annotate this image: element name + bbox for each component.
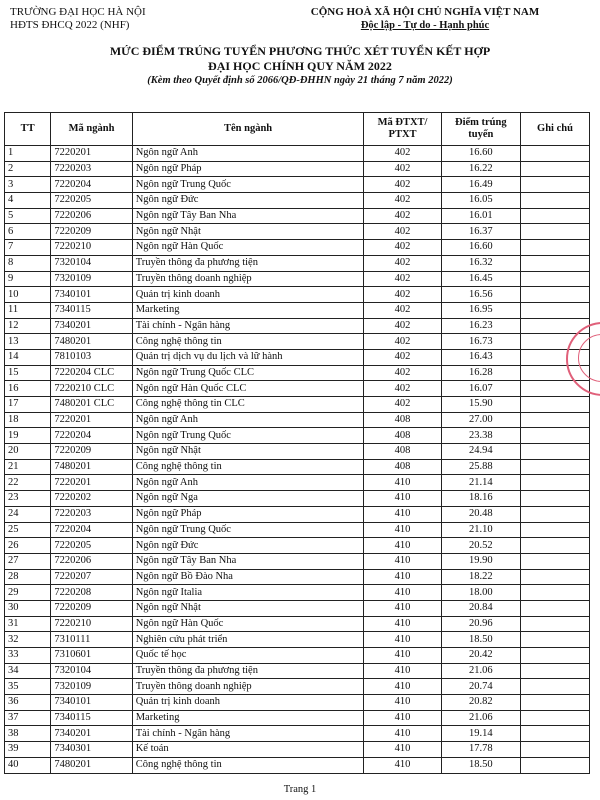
cell-ptxt: 402 — [364, 334, 441, 350]
table-row — [5, 522, 590, 538]
table-row — [5, 287, 590, 303]
cell-ma-nganh: 7220202 — [51, 491, 132, 507]
national-motto: Độc lập - Tự do - Hạnh phúc — [360, 20, 490, 31]
cell-ghi-chu — [520, 648, 589, 664]
cell-tt: 5 — [5, 208, 51, 224]
cell-tt: 22 — [5, 475, 51, 491]
table-header-row — [5, 113, 590, 146]
issuer-header — [10, 6, 146, 32]
cell-tt: 9 — [5, 271, 51, 287]
cell-ptxt: 408 — [364, 412, 441, 428]
cell-diem: 20.74 — [441, 679, 520, 695]
cell-ten-nganh: Ngôn ngữ Hàn Quốc — [132, 240, 364, 256]
cell-ghi-chu — [520, 208, 589, 224]
cell-tt: 36 — [5, 695, 51, 711]
cell-ghi-chu — [520, 161, 589, 177]
cell-diem: 16.43 — [441, 349, 520, 365]
cell-ptxt: 410 — [364, 569, 441, 585]
cell-tt: 4 — [5, 193, 51, 209]
cell-ma-nganh: 7220210 — [51, 240, 132, 256]
cell-tt: 2 — [5, 161, 51, 177]
table-row — [5, 538, 590, 554]
cell-ma-nganh: 7310601 — [51, 648, 132, 664]
cell-ma-nganh: 7310111 — [51, 632, 132, 648]
cell-ten-nganh: Truyền thông đa phương tiện — [132, 255, 364, 271]
cell-ghi-chu — [520, 444, 589, 460]
cell-tt: 15 — [5, 365, 51, 381]
cell-tt: 35 — [5, 679, 51, 695]
cell-diem: 21.06 — [441, 710, 520, 726]
cell-diem: 16.28 — [441, 365, 520, 381]
cell-ma-nganh: 7220210 CLC — [51, 381, 132, 397]
cell-diem: 21.06 — [441, 663, 520, 679]
cell-ma-nganh: 7220204 — [51, 428, 132, 444]
table-row — [5, 240, 590, 256]
cell-diem: 20.52 — [441, 538, 520, 554]
cell-ptxt: 402 — [364, 397, 441, 413]
cell-ghi-chu — [520, 271, 589, 287]
table-row — [5, 412, 590, 428]
cell-ten-nganh: Ngôn ngữ Hàn Quốc CLC — [132, 381, 364, 397]
cell-ma-nganh: 7220209 — [51, 600, 132, 616]
table-row — [5, 193, 590, 209]
cell-ptxt: 408 — [364, 428, 441, 444]
cell-ten-nganh: Ngôn ngữ Nhật — [132, 224, 364, 240]
cell-tt: 16 — [5, 381, 51, 397]
table-row — [5, 334, 590, 350]
table-row — [5, 271, 590, 287]
cell-ghi-chu — [520, 506, 589, 522]
cell-diem: 24.94 — [441, 444, 520, 460]
table-row — [5, 616, 590, 632]
cell-ptxt: 410 — [364, 679, 441, 695]
cell-ten-nganh: Quản trị dịch vụ du lịch và lữ hành — [132, 349, 364, 365]
cell-ten-nganh: Quốc tế học — [132, 648, 364, 664]
cell-ten-nganh: Ngôn ngữ Tây Ban Nha — [132, 553, 364, 569]
header-ma-nganh: Mã ngành — [51, 113, 132, 146]
cell-ma-nganh: 7220204 — [51, 177, 132, 193]
cell-tt: 23 — [5, 491, 51, 507]
table-row — [5, 695, 590, 711]
cell-ma-nganh: 7220201 — [51, 475, 132, 491]
cell-diem: 20.48 — [441, 506, 520, 522]
cell-tt: 18 — [5, 412, 51, 428]
cell-ghi-chu — [520, 522, 589, 538]
cell-ten-nganh: Ngôn ngữ Pháp — [132, 161, 364, 177]
cell-ma-nganh: 7320104 — [51, 255, 132, 271]
cell-ptxt: 410 — [364, 757, 441, 773]
cell-diem: 20.82 — [441, 695, 520, 711]
cell-ma-nganh: 7220203 — [51, 506, 132, 522]
cell-diem: 21.14 — [441, 475, 520, 491]
cell-ghi-chu — [520, 742, 589, 758]
table-row — [5, 679, 590, 695]
cell-ghi-chu — [520, 459, 589, 475]
cell-ptxt: 402 — [364, 287, 441, 303]
cell-diem: 16.07 — [441, 381, 520, 397]
cell-ptxt: 402 — [364, 146, 441, 162]
cell-diem: 18.50 — [441, 632, 520, 648]
cell-ma-nganh: 7220205 — [51, 193, 132, 209]
cell-ma-nganh: 7220206 — [51, 553, 132, 569]
page-number: Trang 1 — [283, 784, 317, 795]
cell-ghi-chu — [520, 600, 589, 616]
cell-tt: 37 — [5, 710, 51, 726]
cell-ma-nganh: 7220209 — [51, 444, 132, 460]
cell-ten-nganh: Công nghệ thông tin — [132, 334, 364, 350]
cell-diem: 18.50 — [441, 757, 520, 773]
cell-ptxt: 410 — [364, 663, 441, 679]
cell-ten-nganh: Nghiên cứu phát triển — [132, 632, 364, 648]
cell-ptxt: 410 — [364, 522, 441, 538]
cell-tt: 33 — [5, 648, 51, 664]
cell-ma-nganh: 7220203 — [51, 161, 132, 177]
cell-diem: 16.23 — [441, 318, 520, 334]
table-row — [5, 491, 590, 507]
cell-diem: 18.22 — [441, 569, 520, 585]
cell-ten-nganh: Quản trị kinh doanh — [132, 695, 364, 711]
table-row — [5, 224, 590, 240]
cell-ptxt: 402 — [364, 208, 441, 224]
cell-ten-nganh: Kế toán — [132, 742, 364, 758]
cell-ten-nganh: Marketing — [132, 710, 364, 726]
cell-tt: 10 — [5, 287, 51, 303]
cell-diem: 16.45 — [441, 271, 520, 287]
cell-ma-nganh: 7480201 CLC — [51, 397, 132, 413]
cell-ten-nganh: Ngôn ngữ Pháp — [132, 506, 364, 522]
cell-ma-nganh: 7340201 — [51, 726, 132, 742]
cell-tt: 34 — [5, 663, 51, 679]
cell-ptxt: 410 — [364, 491, 441, 507]
table-row — [5, 648, 590, 664]
cell-tt: 21 — [5, 459, 51, 475]
cell-ma-nganh: 7220204 CLC — [51, 365, 132, 381]
cell-ptxt: 402 — [364, 365, 441, 381]
cell-ma-nganh: 7480201 — [51, 334, 132, 350]
cell-diem: 16.60 — [441, 240, 520, 256]
cell-ptxt: 402 — [364, 318, 441, 334]
cell-ptxt: 402 — [364, 302, 441, 318]
table-row — [5, 553, 590, 569]
table-row — [5, 177, 590, 193]
cell-diem: 15.90 — [441, 397, 520, 413]
cell-tt: 20 — [5, 444, 51, 460]
cell-ptxt: 410 — [364, 585, 441, 601]
cell-ghi-chu — [520, 710, 589, 726]
cell-ghi-chu — [520, 632, 589, 648]
cell-ma-nganh: 7340101 — [51, 287, 132, 303]
cell-ten-nganh: Công nghệ thông tin CLC — [132, 397, 364, 413]
cell-ten-nganh: Tài chính - Ngân hàng — [132, 318, 364, 334]
cell-ptxt: 402 — [364, 224, 441, 240]
cell-diem: 16.60 — [441, 146, 520, 162]
cell-tt: 6 — [5, 224, 51, 240]
header-diem: Điểm trúng tuyển — [441, 113, 520, 146]
cell-ten-nganh: Công nghệ thông tin — [132, 757, 364, 773]
cell-ptxt: 402 — [364, 381, 441, 397]
cell-ten-nganh: Ngôn ngữ Anh — [132, 475, 364, 491]
cell-ma-nganh: 7220210 — [51, 616, 132, 632]
cell-ghi-chu — [520, 553, 589, 569]
cell-ten-nganh: Ngôn ngữ Anh — [132, 412, 364, 428]
cell-ten-nganh: Ngôn ngữ Bồ Đào Nha — [132, 569, 364, 585]
cell-ma-nganh: 7810103 — [51, 349, 132, 365]
cell-ten-nganh: Truyền thông doanh nghiệp — [132, 679, 364, 695]
table-row — [5, 397, 590, 413]
cell-tt: 25 — [5, 522, 51, 538]
table-row — [5, 146, 590, 162]
cell-diem: 20.84 — [441, 600, 520, 616]
cell-tt: 3 — [5, 177, 51, 193]
cell-diem: 18.00 — [441, 585, 520, 601]
cell-tt: 19 — [5, 428, 51, 444]
cell-tt: 14 — [5, 349, 51, 365]
cell-ghi-chu — [520, 302, 589, 318]
cell-ten-nganh: Ngôn ngữ Nga — [132, 491, 364, 507]
table-row — [5, 506, 590, 522]
cell-ten-nganh: Quản trị kinh doanh — [132, 287, 364, 303]
table-row — [5, 381, 590, 397]
cell-ma-nganh: 7340101 — [51, 695, 132, 711]
cell-tt: 13 — [5, 334, 51, 350]
table-row — [5, 663, 590, 679]
cell-ma-nganh: 7320109 — [51, 679, 132, 695]
cell-tt: 8 — [5, 255, 51, 271]
council-name: HĐTS ĐHCQ 2022 (NHF) — [10, 19, 130, 31]
cell-ten-nganh: Tài chính - Ngân hàng — [132, 726, 364, 742]
header-ten-nganh: Tên ngành — [132, 113, 364, 146]
cell-ma-nganh: 7220209 — [51, 224, 132, 240]
cell-ma-nganh: 7340201 — [51, 318, 132, 334]
cell-tt: 24 — [5, 506, 51, 522]
table-row — [5, 600, 590, 616]
cell-diem: 16.01 — [441, 208, 520, 224]
cell-ghi-chu — [520, 146, 589, 162]
cell-ghi-chu — [520, 757, 589, 773]
cell-ghi-chu — [520, 397, 589, 413]
cell-ghi-chu — [520, 585, 589, 601]
admission-scores-table — [4, 112, 590, 774]
cell-ghi-chu — [520, 726, 589, 742]
cell-tt: 39 — [5, 742, 51, 758]
cell-ten-nganh: Ngôn ngữ Đức — [132, 538, 364, 554]
cell-ma-nganh: 7220201 — [51, 146, 132, 162]
cell-ptxt: 410 — [364, 475, 441, 491]
table-body — [5, 146, 590, 774]
cell-ten-nganh: Ngôn ngữ Đức — [132, 193, 364, 209]
cell-tt: 30 — [5, 600, 51, 616]
title-line-1: MỨC ĐIỂM TRÚNG TUYỂN PHƯƠNG THỨC XÉT TUYỂN KẾT HỢP — [109, 44, 491, 58]
table-row — [5, 632, 590, 648]
table-row — [5, 742, 590, 758]
cell-ptxt: 410 — [364, 648, 441, 664]
cell-diem: 16.56 — [441, 287, 520, 303]
cell-diem: 20.96 — [441, 616, 520, 632]
cell-diem: 16.49 — [441, 177, 520, 193]
cell-ptxt: 402 — [364, 349, 441, 365]
cell-ptxt: 408 — [364, 459, 441, 475]
header-ghi-chu: Ghi chú — [520, 113, 589, 146]
title-decision-reference: (Kèm theo Quyết định số 2066/QĐ-ĐHHN ngày 21 tháng 7 năm 2022) — [147, 75, 453, 86]
cell-ghi-chu — [520, 177, 589, 193]
cell-ten-nganh: Ngôn ngữ Hàn Quốc — [132, 616, 364, 632]
cell-ptxt: 402 — [364, 161, 441, 177]
table-row — [5, 710, 590, 726]
cell-ten-nganh: Ngôn ngữ Anh — [132, 146, 364, 162]
nation-name: CỘNG HOÀ XÃ HỘI CHỦ NGHĨA VIỆT NAM — [310, 6, 540, 18]
cell-ghi-chu — [520, 491, 589, 507]
table-row — [5, 475, 590, 491]
table-row — [5, 318, 590, 334]
cell-ghi-chu — [520, 569, 589, 585]
cell-ghi-chu — [520, 193, 589, 209]
cell-ghi-chu — [520, 428, 589, 444]
school-name: TRƯỜNG ĐẠI HỌC HÀ NỘI — [10, 6, 146, 18]
cell-diem: 16.22 — [441, 161, 520, 177]
cell-diem: 17.78 — [441, 742, 520, 758]
cell-tt: 1 — [5, 146, 51, 162]
cell-tt: 31 — [5, 616, 51, 632]
cell-ptxt: 410 — [364, 506, 441, 522]
cell-tt: 27 — [5, 553, 51, 569]
title-line-2: ĐẠI HỌC CHÍNH QUY NĂM 2022 — [208, 59, 392, 73]
national-header — [265, 6, 585, 32]
table-row — [5, 726, 590, 742]
cell-ten-nganh: Ngôn ngữ Trung Quốc — [132, 522, 364, 538]
cell-ptxt: 410 — [364, 600, 441, 616]
cell-ptxt: 402 — [364, 255, 441, 271]
cell-tt: 12 — [5, 318, 51, 334]
cell-ptxt: 402 — [364, 177, 441, 193]
cell-ten-nganh: Ngôn ngữ Trung Quốc CLC — [132, 365, 364, 381]
cell-ten-nganh: Ngôn ngữ Trung Quốc — [132, 177, 364, 193]
cell-ma-nganh: 7220208 — [51, 585, 132, 601]
cell-ten-nganh: Ngôn ngữ Italia — [132, 585, 364, 601]
cell-ma-nganh: 7480201 — [51, 757, 132, 773]
table-row — [5, 302, 590, 318]
cell-tt: 38 — [5, 726, 51, 742]
cell-ptxt: 410 — [364, 742, 441, 758]
cell-diem: 23.38 — [441, 428, 520, 444]
cell-ghi-chu — [520, 695, 589, 711]
table-row — [5, 585, 590, 601]
cell-ten-nganh: Ngôn ngữ Nhật — [132, 444, 364, 460]
cell-ma-nganh: 7220204 — [51, 522, 132, 538]
table-row — [5, 428, 590, 444]
cell-ptxt: 410 — [364, 616, 441, 632]
cell-diem: 16.32 — [441, 255, 520, 271]
table-row — [5, 757, 590, 773]
table-row — [5, 459, 590, 475]
cell-ma-nganh: 7220206 — [51, 208, 132, 224]
cell-tt: 7 — [5, 240, 51, 256]
cell-ten-nganh: Truyền thông doanh nghiệp — [132, 271, 364, 287]
cell-diem: 19.90 — [441, 553, 520, 569]
cell-ghi-chu — [520, 255, 589, 271]
table-row — [5, 569, 590, 585]
cell-ptxt: 402 — [364, 271, 441, 287]
cell-ma-nganh: 7320109 — [51, 271, 132, 287]
cell-tt: 26 — [5, 538, 51, 554]
cell-diem: 16.73 — [441, 334, 520, 350]
cell-ghi-chu — [520, 616, 589, 632]
cell-ma-nganh: 7340115 — [51, 710, 132, 726]
document-title — [0, 44, 600, 88]
cell-ten-nganh: Công nghệ thông tin — [132, 459, 364, 475]
cell-diem: 27.00 — [441, 412, 520, 428]
table-row — [5, 255, 590, 271]
cell-ma-nganh: 7340115 — [51, 302, 132, 318]
cell-tt: 40 — [5, 757, 51, 773]
cell-tt: 32 — [5, 632, 51, 648]
cell-ghi-chu — [520, 240, 589, 256]
cell-tt: 28 — [5, 569, 51, 585]
cell-ma-nganh: 7480201 — [51, 459, 132, 475]
cell-ptxt: 410 — [364, 695, 441, 711]
cell-ptxt: 402 — [364, 240, 441, 256]
cell-ptxt: 410 — [364, 553, 441, 569]
cell-ptxt: 410 — [364, 726, 441, 742]
cell-ptxt: 408 — [364, 444, 441, 460]
cell-ghi-chu — [520, 663, 589, 679]
cell-ghi-chu — [520, 679, 589, 695]
cell-ma-nganh: 7320104 — [51, 663, 132, 679]
cell-ptxt: 410 — [364, 710, 441, 726]
cell-ghi-chu — [520, 224, 589, 240]
table-row — [5, 365, 590, 381]
cell-ptxt: 402 — [364, 193, 441, 209]
cell-ten-nganh: Marketing — [132, 302, 364, 318]
cell-ma-nganh: 7220205 — [51, 538, 132, 554]
cell-diem: 25.88 — [441, 459, 520, 475]
cell-ptxt: 410 — [364, 632, 441, 648]
cell-diem: 16.05 — [441, 193, 520, 209]
cell-tt: 29 — [5, 585, 51, 601]
cell-diem: 18.16 — [441, 491, 520, 507]
cell-ghi-chu — [520, 538, 589, 554]
cell-ma-nganh: 7220201 — [51, 412, 132, 428]
header-tt: TT — [5, 113, 51, 146]
cell-ten-nganh: Ngôn ngữ Nhật — [132, 600, 364, 616]
seal-inner-ring — [578, 334, 600, 382]
cell-ten-nganh: Ngôn ngữ Trung Quốc — [132, 428, 364, 444]
cell-ma-nganh: 7220207 — [51, 569, 132, 585]
cell-ghi-chu — [520, 475, 589, 491]
cell-diem: 20.42 — [441, 648, 520, 664]
table-row — [5, 444, 590, 460]
cell-tt: 17 — [5, 397, 51, 413]
cell-ten-nganh: Ngôn ngữ Tây Ban Nha — [132, 208, 364, 224]
table-row — [5, 161, 590, 177]
cell-diem: 19.14 — [441, 726, 520, 742]
cell-ptxt: 410 — [364, 538, 441, 554]
cell-ghi-chu — [520, 287, 589, 303]
cell-tt: 11 — [5, 302, 51, 318]
table-row — [5, 208, 590, 224]
cell-diem: 16.95 — [441, 302, 520, 318]
cell-ten-nganh: Truyền thông đa phương tiện — [132, 663, 364, 679]
cell-diem: 21.10 — [441, 522, 520, 538]
table-row — [5, 349, 590, 365]
cell-ghi-chu — [520, 412, 589, 428]
cell-ma-nganh: 7340301 — [51, 742, 132, 758]
header-ptxt: Mã ĐTXT/ PTXT — [364, 113, 441, 146]
cell-diem: 16.37 — [441, 224, 520, 240]
